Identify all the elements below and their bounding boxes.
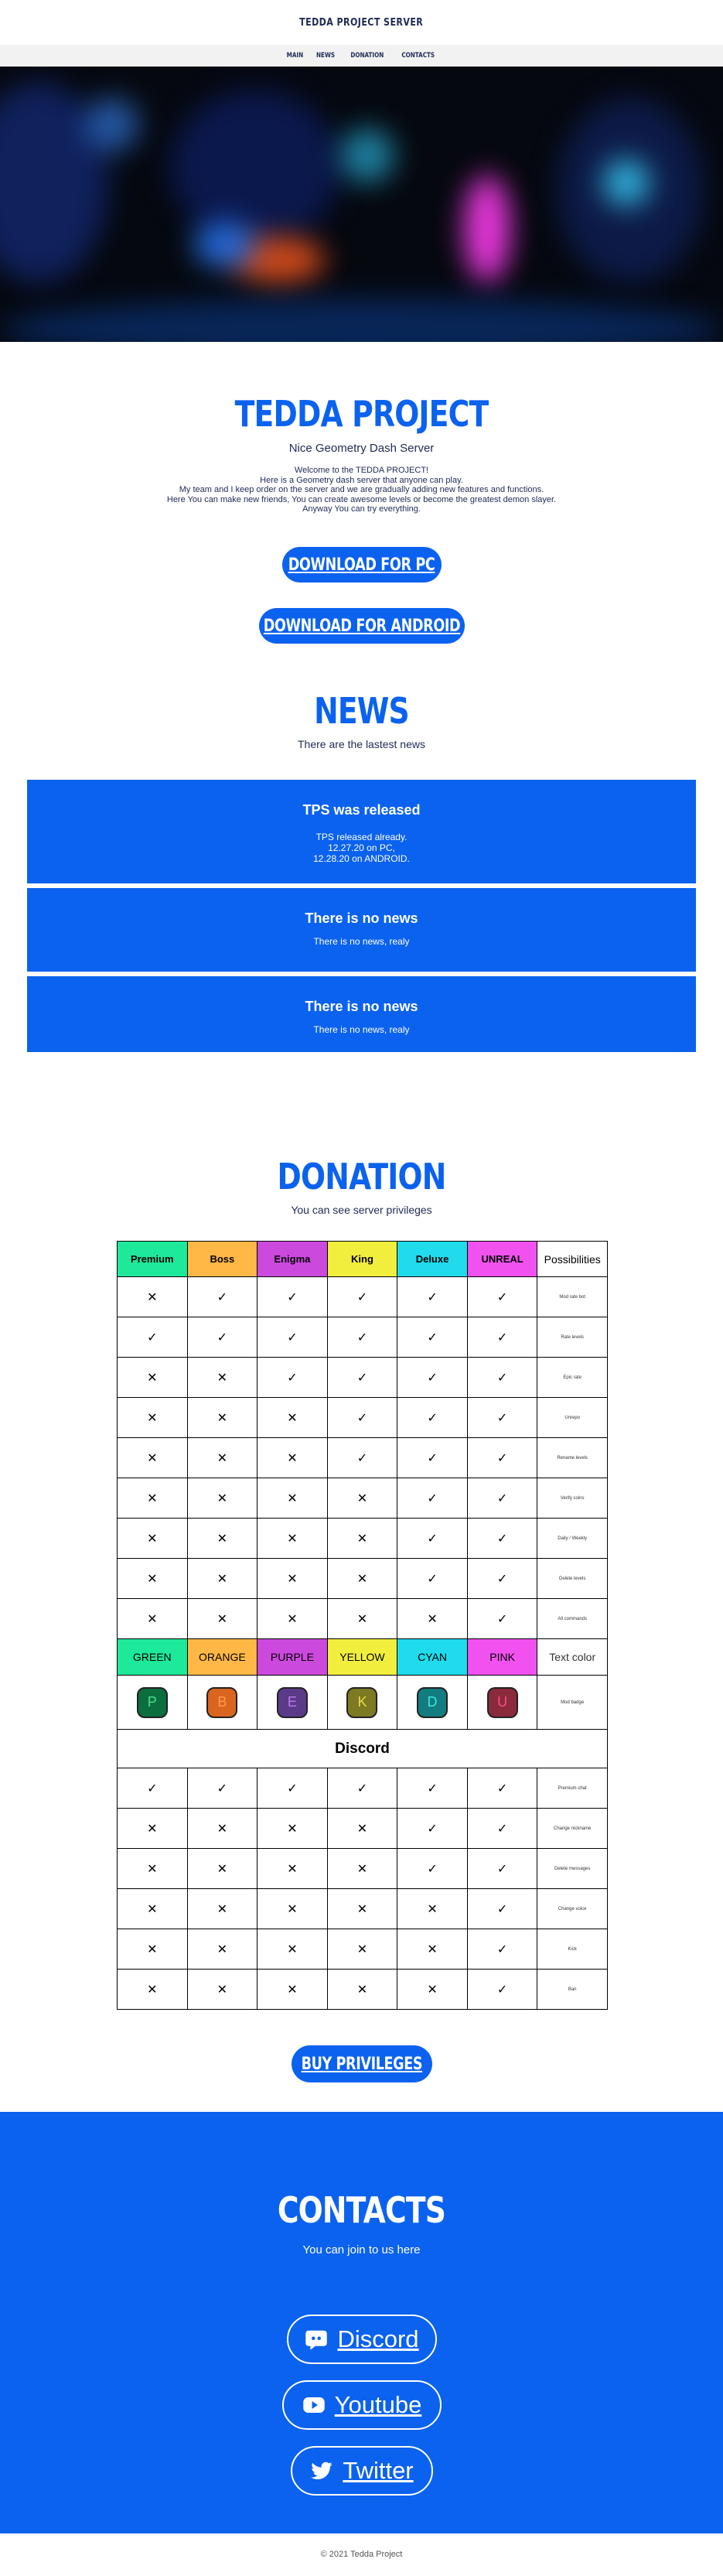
check-icon: ✓ (327, 1358, 397, 1398)
contacts-subtitle: You can join to us here (302, 2243, 421, 2257)
check-icon: ✓ (397, 1358, 468, 1398)
cross-icon: ✕ (118, 1478, 188, 1519)
news-title: NEWS (314, 690, 409, 732)
cross-icon: ✕ (118, 1929, 188, 1970)
main-nav (0, 45, 723, 67)
check-icon: ✓ (327, 1398, 397, 1438)
discord-button[interactable] (287, 2315, 437, 2364)
check-icon: ✓ (467, 1929, 537, 1970)
check-icon: ✓ (118, 1317, 188, 1358)
privilege-label: Mod badge (537, 1676, 608, 1730)
cross-icon: ✕ (327, 1970, 397, 2010)
check-icon: ✓ (467, 1519, 537, 1559)
privilege-label: Delete messages (537, 1849, 608, 1889)
cross-icon: ✕ (187, 1438, 257, 1478)
privilege-label: Change voice (537, 1889, 608, 1929)
twitter-icon (310, 2459, 333, 2482)
text-color-cell: CYAN (397, 1639, 468, 1676)
privilege-row (118, 1317, 608, 1358)
privileges-header-row (118, 1242, 608, 1277)
privilege-label: Kick (537, 1929, 608, 1970)
privilege-row (118, 1929, 608, 1970)
mod-badge-cell (118, 1676, 188, 1730)
privilege-label: Daily / Weekly (537, 1519, 608, 1559)
privilege-label: Change nickname (537, 1809, 608, 1849)
privilege-row (118, 1519, 608, 1559)
contacts-section (0, 2112, 723, 2533)
twitter-button[interactable] (291, 2446, 433, 2496)
footer-copyright: © 2021 Tedda Project (320, 2550, 403, 2559)
check-icon: ✓ (257, 1358, 328, 1398)
check-icon: ✓ (327, 1768, 397, 1809)
check-icon: ✓ (397, 1809, 468, 1849)
check-icon: ✓ (467, 1970, 537, 2010)
cross-icon: ✕ (187, 1889, 257, 1929)
check-icon: ✓ (187, 1277, 257, 1317)
check-icon: ✓ (397, 1849, 468, 1889)
privilege-row (118, 1277, 608, 1317)
discord-icon (305, 2328, 328, 2351)
cross-icon: ✕ (327, 1889, 397, 1929)
nav-main[interactable]: MAIN (286, 52, 303, 60)
nav-news[interactable]: NEWS (316, 52, 336, 60)
text-color-cell: PURPLE (257, 1639, 328, 1676)
check-icon: ✓ (467, 1768, 537, 1809)
cross-icon: ✕ (118, 1398, 188, 1438)
check-icon: ✓ (257, 1768, 328, 1809)
privilege-row (118, 1809, 608, 1849)
check-icon: ✓ (467, 1849, 537, 1889)
privilege-label: Verify coins (537, 1478, 608, 1519)
cross-icon: ✕ (118, 1277, 188, 1317)
cross-icon: ✕ (327, 1849, 397, 1889)
news-card (27, 888, 696, 972)
page-title: TEDDA PROJECT (234, 393, 489, 435)
cross-icon: ✕ (187, 1929, 257, 1970)
privilege-row (118, 1970, 608, 2010)
mod-badge-icon: B (206, 1687, 237, 1718)
cross-icon: ✕ (327, 1599, 397, 1639)
cross-icon: ✕ (397, 1929, 468, 1970)
news-card-body: TPS released already. 12.27.20 on PC, 12.28.20 on ANDROID. (313, 832, 410, 864)
hero-banner-image (0, 67, 723, 342)
possibilities-header: Possibilities (537, 1242, 608, 1277)
cross-icon: ✕ (327, 1809, 397, 1849)
check-icon: ✓ (467, 1317, 537, 1358)
check-icon: ✓ (467, 1358, 537, 1398)
privilege-label: Mod rate bot (537, 1277, 608, 1317)
cross-icon: ✕ (397, 1889, 468, 1929)
mod-badge-row (118, 1676, 608, 1730)
mod-badge-cell (467, 1676, 537, 1730)
mod-badge-icon: U (487, 1687, 518, 1718)
privilege-row (118, 1889, 608, 1929)
text-color-cell: PINK (467, 1639, 537, 1676)
privilege-label: Rate levels (537, 1317, 608, 1358)
cross-icon: ✕ (327, 1519, 397, 1559)
check-icon: ✓ (187, 1317, 257, 1358)
cross-icon: ✕ (257, 1438, 328, 1478)
check-icon: ✓ (397, 1438, 468, 1478)
privilege-label: Unrepo (537, 1398, 608, 1438)
privilege-label: All commands (537, 1599, 608, 1639)
cross-icon: ✕ (397, 1599, 468, 1639)
cross-icon: ✕ (187, 1599, 257, 1639)
privilege-label: Rename levels (537, 1438, 608, 1478)
privilege-label: Ban (537, 1970, 608, 2010)
donation-section (0, 1153, 723, 1216)
privilege-row (118, 1478, 608, 1519)
privilege-label: Delete levels (537, 1559, 608, 1599)
mod-badge-icon: K (346, 1687, 377, 1718)
cross-icon: ✕ (257, 1809, 328, 1849)
cross-icon: ✕ (118, 1559, 188, 1599)
cross-icon: ✕ (118, 1889, 188, 1929)
privilege-row (118, 1398, 608, 1438)
news-card (27, 976, 696, 1052)
cross-icon: ✕ (257, 1478, 328, 1519)
mod-badge-icon: E (277, 1687, 308, 1718)
text-color-cell: ORANGE (187, 1639, 257, 1676)
cross-icon: ✕ (118, 1809, 188, 1849)
privilege-label: Premium chat (537, 1768, 608, 1809)
download-android-button[interactable]: DOWNLOAD FOR ANDROID (259, 608, 465, 644)
cross-icon: ✕ (257, 1849, 328, 1889)
cross-icon: ✕ (118, 1599, 188, 1639)
check-icon: ✓ (467, 1398, 537, 1438)
cross-icon: ✕ (118, 1438, 188, 1478)
mod-badge-icon: P (137, 1687, 168, 1718)
mod-badge-cell (327, 1676, 397, 1730)
privilege-label: Epic rate (537, 1358, 608, 1398)
twitter-label: Twitter (343, 2457, 414, 2484)
news-card-body: There is no news, realy (313, 936, 410, 947)
check-icon: ✓ (257, 1277, 328, 1317)
discord-section-header: Discord (118, 1730, 608, 1768)
privilege-row (118, 1438, 608, 1478)
cross-icon: ✕ (187, 1519, 257, 1559)
cross-icon: ✕ (187, 1398, 257, 1438)
news-card-title: There is no news (305, 999, 418, 1014)
cross-icon: ✕ (187, 1849, 257, 1889)
cross-icon: ✕ (257, 1559, 328, 1599)
privileges-table (117, 1241, 608, 2010)
contacts-title: CONTACTS (277, 2189, 446, 2231)
cross-icon: ✕ (187, 1970, 257, 2010)
cross-icon: ✕ (118, 1849, 188, 1889)
buy-privileges-button[interactable]: BUY PRIVILEGES (292, 2045, 432, 2082)
intro-description: Welcome to the TEDDA PROJECT! Here is a Geometry dash server that anyone can play. My team and I keep order on the server and we are gradually adding new features and functions. Here You can make new friends, You can create awesome levels or become the greatest demon slayer. Anyway You can try everything. (166, 466, 557, 514)
news-card (27, 780, 696, 883)
check-icon: ✓ (467, 1809, 537, 1849)
check-icon: ✓ (467, 1599, 537, 1639)
privilege-label: Text color (537, 1639, 608, 1676)
site-header (0, 0, 723, 45)
check-icon: ✓ (397, 1478, 468, 1519)
mod-badge-cell (257, 1676, 328, 1730)
cross-icon: ✕ (187, 1809, 257, 1849)
cross-icon: ✕ (327, 1929, 397, 1970)
news-card-body: There is no news, realy (313, 1024, 410, 1035)
privilege-row (118, 1849, 608, 1889)
cross-icon: ✕ (118, 1970, 188, 2010)
privilege-row (118, 1559, 608, 1599)
news-section (0, 687, 723, 750)
check-icon: ✓ (327, 1438, 397, 1478)
cross-icon: ✕ (187, 1478, 257, 1519)
check-icon: ✓ (257, 1317, 328, 1358)
tier-header-unreal: UNREAL (467, 1242, 537, 1277)
youtube-label: Youtube (334, 2391, 422, 2418)
cross-icon: ✕ (327, 1559, 397, 1599)
donation-title: DONATION (277, 1156, 446, 1197)
text-color-cell: GREEN (118, 1639, 188, 1676)
cross-icon: ✕ (257, 1889, 328, 1929)
check-icon: ✓ (397, 1398, 468, 1438)
check-icon: ✓ (327, 1317, 397, 1358)
check-icon: ✓ (397, 1317, 468, 1358)
cross-icon: ✕ (257, 1599, 328, 1639)
check-icon: ✓ (467, 1438, 537, 1478)
cross-icon: ✕ (118, 1358, 188, 1398)
mod-badge-cell (187, 1676, 257, 1730)
text-color-row (118, 1639, 608, 1676)
cross-icon: ✕ (187, 1358, 257, 1398)
tier-header-deluxe: Deluxe (397, 1242, 468, 1277)
privilege-row (118, 1768, 608, 1809)
tier-header-boss: Boss (187, 1242, 257, 1277)
cross-icon: ✕ (257, 1970, 328, 2010)
check-icon: ✓ (397, 1519, 468, 1559)
tier-header-enigma: Enigma (257, 1242, 328, 1277)
nav-contacts[interactable]: CONTACTS (401, 52, 435, 60)
cross-icon: ✕ (118, 1519, 188, 1559)
check-icon: ✓ (397, 1559, 468, 1599)
check-icon: ✓ (467, 1478, 537, 1519)
cross-icon: ✕ (257, 1398, 328, 1438)
privilege-row (118, 1599, 608, 1639)
intro-section (0, 390, 723, 514)
check-icon: ✓ (397, 1768, 468, 1809)
youtube-icon (302, 2393, 326, 2417)
discord-header-row (118, 1730, 608, 1768)
text-color-cell: YELLOW (327, 1639, 397, 1676)
site-brand[interactable]: TEDDA PROJECT SERVER (299, 16, 424, 29)
discord-label: Discord (337, 2325, 419, 2352)
cross-icon: ✕ (187, 1559, 257, 1599)
privilege-row (118, 1358, 608, 1398)
news-card-title: TPS was released (302, 802, 421, 818)
youtube-button[interactable] (282, 2380, 442, 2430)
tier-header-king: King (327, 1242, 397, 1277)
nav-donation[interactable]: DONATION (350, 52, 384, 60)
mod-badge-icon: D (417, 1687, 448, 1718)
check-icon: ✓ (327, 1277, 397, 1317)
news-subtitle: There are the lastest news (298, 738, 425, 750)
mod-badge-cell (397, 1676, 468, 1730)
intro-subtitle: Nice Geometry Dash Server (288, 442, 435, 455)
check-icon: ✓ (467, 1889, 537, 1929)
check-icon: ✓ (467, 1559, 537, 1599)
download-pc-button[interactable]: DOWNLOAD FOR PC (282, 547, 442, 583)
check-icon: ✓ (118, 1768, 188, 1809)
donation-subtitle: You can see server privileges (291, 1204, 432, 1216)
cross-icon: ✕ (257, 1519, 328, 1559)
tier-header-premium: Premium (118, 1242, 188, 1277)
cross-icon: ✕ (257, 1929, 328, 1970)
check-icon: ✓ (467, 1277, 537, 1317)
privileges-body (118, 1277, 608, 2010)
check-icon: ✓ (187, 1768, 257, 1809)
cross-icon: ✕ (397, 1970, 468, 2010)
check-icon: ✓ (397, 1277, 468, 1317)
cross-icon: ✕ (327, 1478, 397, 1519)
news-card-title: There is no news (305, 910, 418, 926)
